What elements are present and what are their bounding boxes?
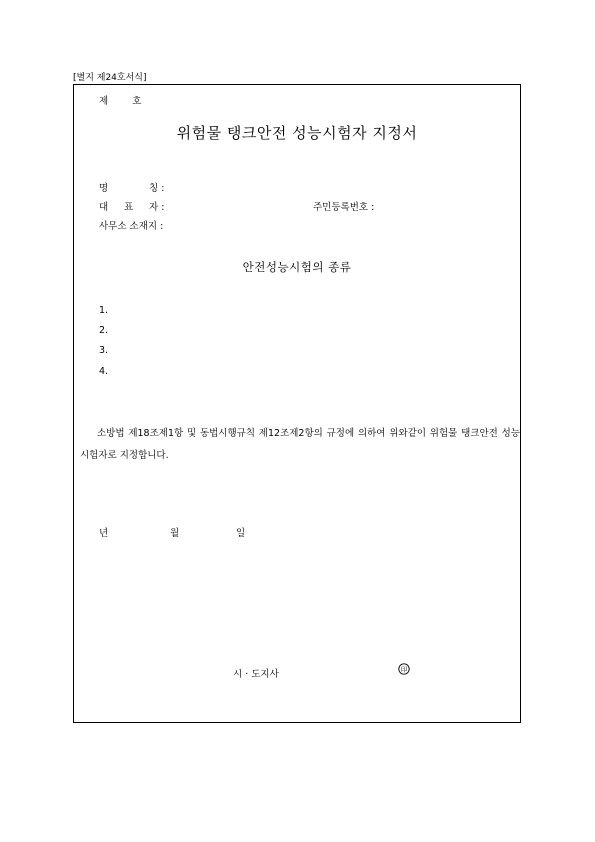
list-item: 4. [99, 366, 109, 377]
form-frame [73, 84, 521, 723]
date-year-label: 년 [99, 528, 109, 539]
signer-title: 시 · 도지사 [233, 669, 279, 680]
list-item: 3. [99, 345, 109, 356]
serial-prefix: 제 [99, 96, 109, 107]
representative-label-char-2: 표 [124, 202, 134, 213]
designation-statement: 소방법 제18조제1항 및 동법시행규칙 제12조제2항의 규정에 의하여 위와같이 위험물 탱크안전 성능시험자로 지정합니다. [80, 428, 520, 461]
serial-suffix: 호 [132, 96, 142, 107]
resident-number-label: 주민등록번호 : [313, 202, 375, 213]
list-item: 1. [99, 305, 109, 316]
date-month-label: 월 [170, 528, 180, 539]
representative-label-char-3: 자 : [149, 202, 165, 213]
office-address-label: 사무소 소재지 : [99, 221, 164, 232]
representative-label-char-1: 대 [99, 202, 109, 213]
seal-icon [398, 663, 410, 675]
serial-number-line [99, 93, 141, 107]
document-title: 위험물 탱크안전 성능시험자 지정서 [176, 124, 418, 142]
section-title: 안전성능시험의 종류 [242, 260, 352, 274]
list-item: 2. [99, 325, 109, 336]
name-label-char-2: 칭 : [149, 183, 165, 194]
date-day-label: 일 [236, 528, 246, 539]
name-label-char-1: 명 [99, 183, 109, 194]
form-reference: [별지 제24호서식] [73, 73, 147, 83]
seal-text: 印 [400, 665, 408, 674]
